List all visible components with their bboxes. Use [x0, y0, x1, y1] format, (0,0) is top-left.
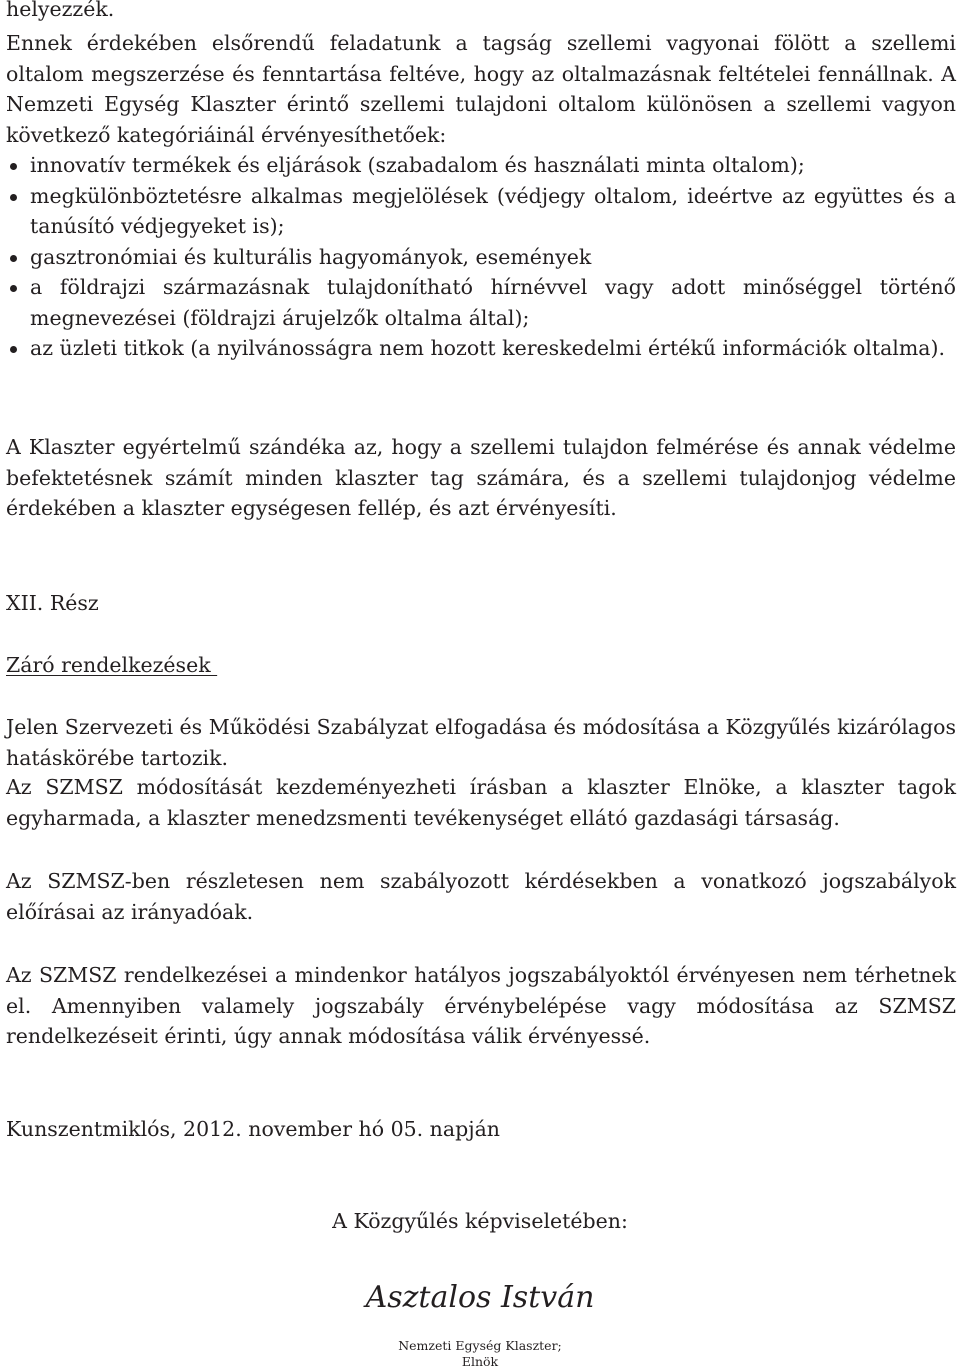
part-label: XII. Rész — [6, 591, 99, 615]
bullet-icon — [10, 255, 17, 262]
section-title: Záró rendelkezések — [6, 653, 218, 677]
list-item — [6, 242, 956, 273]
bullet-icon — [10, 163, 17, 170]
signer-role: Elnök — [461, 1354, 499, 1369]
top-line: helyezzék. — [6, 0, 115, 21]
adoption-paragraph: Jelen Szervezeti és Működési Szabályzat elfogadása és módosítása a Közgyűlés kizárólagos hatáskörébe tartozik. — [6, 715, 956, 770]
bullet-icon — [10, 285, 17, 292]
law-precedence-paragraph: Az SZMSZ rendelkezései a mindenkor hatályos jogszabályoktól érvényesen nem térhetnek el. Amennyiben valamely jogszabály érvénybelépése vagy módosítása az SZMSZ rendelkezéseit érinti, úgy annak módosítása válik érvényessé. — [6, 963, 956, 1048]
list-item-text: megkülönböztetésre alkalmas megjelölések (védjegy oltalom, ideértve az együttes és a tanúsító védjegyeket is); — [30, 183, 956, 238]
unregulated-paragraph: Az SZMSZ-ben részletesen nem szabályozott kérdésekben a vonatkozó jogszabályok előírásai az irányadóak. — [6, 869, 956, 924]
list-item-text: a földrajzi származásnak tulajdonítható hírnévvel vagy adott minőséggel történő megnevezései (földrajzi árujelzők oltalma által); — [30, 275, 956, 330]
list-item-text: az üzleti titkok (a nyilvánosságra nem hozott kereskedelmi értékű információk oltalma). — [30, 336, 946, 360]
list-item-text: gasztronómiai és kulturális hagyományok, események — [30, 244, 592, 269]
intro-paragraph: Ennek érdekében elsőrendű feladatunk a tagság szellemi vagyonai fölött a szellemi oltalom megszerzése és fenntartása feltéve, hogy az oltalmazásnak feltételei fennállnak. A Nemzeti Egység Klaszter érintő szellemi tulajdoni oltalom különösen a szellemi vagyon következő kategóriáinál érvényesíthetőek: — [6, 31, 956, 147]
signature-image — [340, 1272, 620, 1322]
amendment-paragraph: Az SZMSZ módosítását kezdeményezheti írásban a klaszter Elnöke, a klaszter tagok egyharmada, a klaszter menedzsmenti tevékenységet ellátó gazdasági társaság. — [6, 775, 956, 830]
signature-text: Asztalos István — [365, 1280, 595, 1315]
bullet-icon — [10, 346, 17, 353]
list-item — [6, 181, 956, 242]
list-item — [6, 150, 956, 181]
ip-categories-list — [6, 150, 956, 364]
on-behalf-line: A Közgyűlés képviseletében: — [332, 1209, 628, 1233]
cluster-intent-paragraph: A Klaszter egyértelmű szándéka az, hogy a szellemi tulajdon felmérése és annak védelme befektetésnek számít minden klaszter tag számára, és a szellemi tulajdonjog védelme érdekében a klaszter egységesen fellép, és azt érvényesíti. — [6, 435, 956, 520]
list-item — [6, 333, 956, 364]
list-item-text: innovatív termékek és eljárások (szabadalom és használati minta oltalom); — [30, 153, 805, 177]
place-date: Kunszentmiklós, 2012. november hó 05. napján — [6, 1117, 501, 1141]
bullet-icon — [10, 194, 17, 201]
list-item — [6, 272, 956, 333]
signer-organization: Nemzeti Egység Klaszter; — [398, 1338, 562, 1353]
